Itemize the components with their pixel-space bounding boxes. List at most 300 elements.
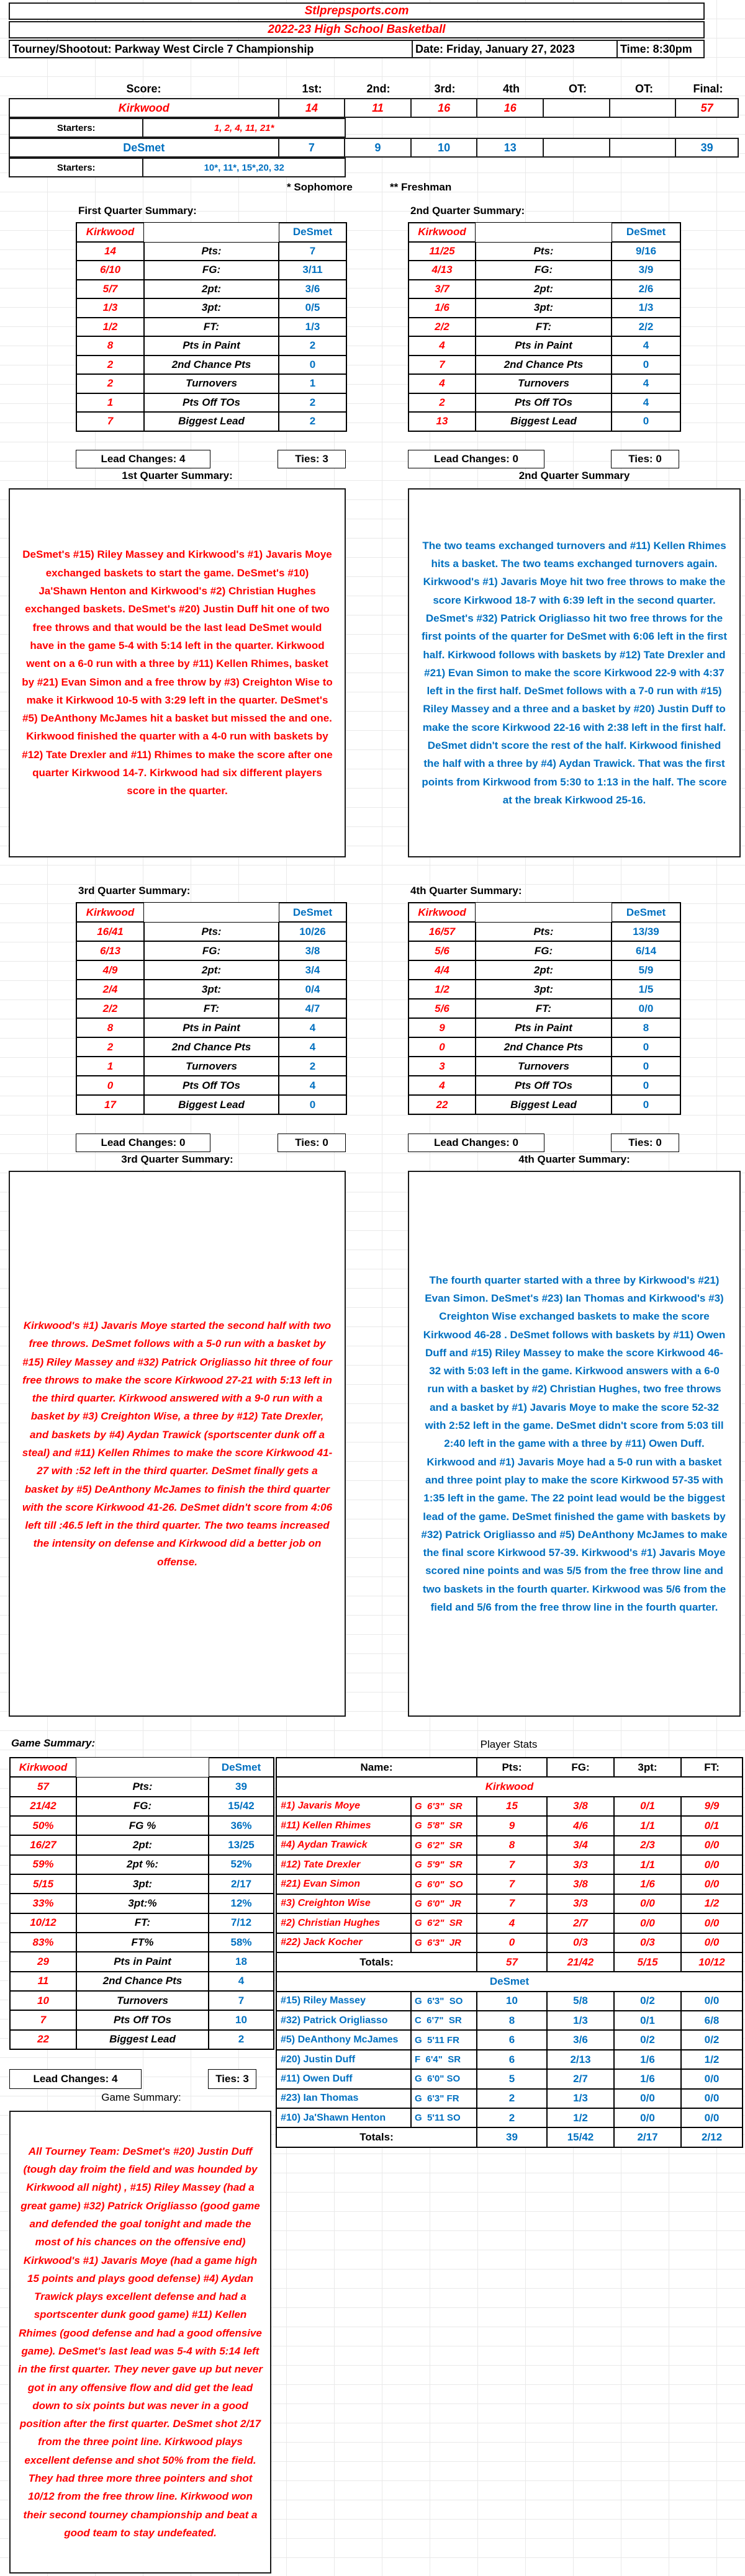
q1-stat-label: 3pt: bbox=[144, 298, 279, 318]
player-position: G 5'9" SR bbox=[411, 1855, 477, 1874]
ps-header-fg: FG: bbox=[547, 1758, 614, 1777]
kirkwood-totals-3pt: 5/15 bbox=[614, 1952, 681, 1972]
player-ft: 0/0 bbox=[681, 2108, 743, 2127]
tourney-cell: Tourney/Shootout: Parkway West Circle 7 Championship bbox=[9, 40, 413, 58]
q4-kirkwood-value: 5/6 bbox=[409, 941, 476, 960]
player-position: G 6'3" SO bbox=[411, 1992, 477, 2011]
q2-desmet-value: 4 bbox=[612, 393, 680, 413]
q3-kirkwood-value: 17 bbox=[76, 1095, 144, 1114]
q1-summary-title: 1st Quarter Summary: bbox=[122, 470, 233, 481]
q4-lead-changes: Lead Changes: 0 bbox=[408, 1134, 544, 1152]
player-pts: 6 bbox=[477, 2030, 547, 2049]
player-position: G 6'2" SR bbox=[411, 1836, 477, 1855]
game-desmet-value: 7/12 bbox=[209, 1913, 274, 1933]
q2-stat-label: Turnovers bbox=[476, 374, 612, 393]
player-position: G 5'11 FR bbox=[411, 2030, 477, 2049]
kirkwood-q2: 11 bbox=[345, 99, 412, 117]
player-name: #3) Creighton Wise bbox=[276, 1894, 411, 1913]
player-name: #23) Ian Thomas bbox=[276, 2089, 411, 2108]
q1-kirkwood-value: 1/3 bbox=[76, 298, 144, 318]
q4-stat-label: FG: bbox=[476, 941, 612, 960]
score-q1-label: 1st: bbox=[302, 82, 322, 95]
player-name: #11) Kellen Rhimes bbox=[276, 1816, 411, 1835]
player-position: G 6'0" JR bbox=[411, 1894, 477, 1913]
kirkwood-q1: 14 bbox=[279, 99, 346, 117]
q3-kirkwood-value: 6/13 bbox=[76, 941, 144, 960]
kirkwood-ot1 bbox=[544, 99, 610, 117]
player-pts: 7 bbox=[477, 1855, 547, 1874]
q1-desmet-value: 2 bbox=[279, 412, 346, 431]
desmet-totals-fg: 15/42 bbox=[547, 2127, 614, 2147]
q4-desmet-value: 0 bbox=[612, 1057, 680, 1076]
q3-stat-label: 2nd Chance Pts bbox=[144, 1037, 279, 1057]
q4-summary-text: The fourth quarter started with a three by Kirkwood's #21) Evan Simon. DeSmet's #23) Ian Thomas and Kirkwood's #3) Creighton Wise exchanged baskets to make the score Kirkwood 46-28 . DeSmet follows with baskets by #11) Owen Duff and #15) Riley Massey to make the score Kirkwood 46-32 with 5:03 left in the game. Kirkwood answers with a 6-0 run with a basket by #2) Christian Hughes, two free throws and a basket by #1) Javaris Moye to make the score 52-32 with 2:52 left in the game. DeSmet didn't score from 5:03 till 2:40 left in the game with a three by #11) Owen Duff. Kirkwood and #1) Javaris Moye had a 5-0 run with a basket and three point play to make the score Kirkwood 57-35 with 1:35 left in the game. The 22 point lead would be the biggest lead of the game. DeSmet finished the game with baskets by #32) Patrick Origliasso and #5) DeAnthony McJames to make the final score Kirkwood 57-39. Kirkwood's #1) Javaris Moye scored nine points and was 5/5 from the free throw line and two baskets in the fourth quarter. Kirkwood was 5/6 from the field and 5/6 from the free throw line in the fourth quarter. bbox=[408, 1171, 741, 1717]
q3-desmet-value: 3/4 bbox=[279, 960, 346, 980]
game-summary-caption: Game Summary: bbox=[101, 2091, 181, 2103]
q2-desmet-value: 0 bbox=[612, 412, 680, 431]
player-3pt: 1/1 bbox=[614, 1816, 681, 1835]
q3-kirkwood-value: 4/9 bbox=[76, 960, 144, 980]
player-3pt: 0/0 bbox=[614, 1894, 681, 1913]
player-name: #20) Justin Duff bbox=[276, 2050, 411, 2069]
q3-header-gap bbox=[144, 903, 279, 922]
kirkwood-starters-label: Starters: bbox=[10, 119, 143, 136]
desmet-ot1 bbox=[544, 139, 610, 156]
desmet-starters-value: 10*, 11*, 15*,20, 32 bbox=[204, 162, 284, 173]
q2-desmet-value: 2/6 bbox=[612, 280, 680, 299]
player-ft: 0/0 bbox=[681, 1933, 743, 1952]
q2-ties: Ties: 0 bbox=[611, 450, 679, 468]
q4-kirkwood-value: 0 bbox=[409, 1037, 476, 1057]
q2-stat-label: Pts: bbox=[476, 242, 612, 261]
q1-stat-label: 2pt: bbox=[144, 280, 279, 299]
q4-stat-label: Pts: bbox=[476, 922, 612, 941]
game-stat-label: FT: bbox=[76, 1913, 209, 1933]
kirkwood-totals-label: Totals: bbox=[276, 1952, 477, 1972]
q1-kirkwood-value: 6/10 bbox=[76, 261, 144, 280]
player-position: G 6'0" SO bbox=[411, 1874, 477, 1894]
q3-kirkwood-value: 2/2 bbox=[76, 999, 144, 1018]
kirkwood-starters-value: 1, 2, 4, 11, 21* bbox=[214, 122, 274, 133]
q1-kirkwood-value: 7 bbox=[76, 412, 144, 431]
q3-stat-label: FG: bbox=[144, 941, 279, 960]
q1-kirkwood-value: 1 bbox=[76, 393, 144, 413]
q4-kirkwood-value: 3 bbox=[409, 1057, 476, 1076]
q2-kirkwood-value: 7 bbox=[409, 356, 476, 375]
player-3pt: 0/2 bbox=[614, 2030, 681, 2049]
player-ft: 6/8 bbox=[681, 2011, 743, 2030]
game-kirkwood-value: 33% bbox=[10, 1894, 76, 1913]
q4-desmet-value: 0/0 bbox=[612, 999, 680, 1018]
q2-kirkwood-value: 13 bbox=[409, 412, 476, 431]
game-lead-changes: Lead Changes: 4 bbox=[9, 2069, 142, 2089]
game-desmet-value: 2/17 bbox=[209, 1874, 274, 1894]
q2-kirkwood-value: 4/13 bbox=[409, 261, 476, 280]
q4-stat-label: Biggest Lead bbox=[476, 1095, 612, 1114]
q4-desmet-header: DeSmet bbox=[612, 903, 680, 922]
q3-stat-label: Biggest Lead bbox=[144, 1095, 279, 1114]
q1-stat-label: Pts Off TOs bbox=[144, 393, 279, 413]
score-ot1-label: OT: bbox=[569, 82, 587, 95]
player-pts: 4 bbox=[477, 1913, 547, 1933]
q4-stat-label: 3pt: bbox=[476, 980, 612, 999]
legend-freshman: ** Freshman bbox=[390, 181, 452, 193]
q2-desmet-value: 4 bbox=[612, 336, 680, 356]
player-fg: 4/6 bbox=[547, 1816, 614, 1835]
desmet-starters-label: Starters: bbox=[10, 159, 143, 176]
game-desmet-value: 2 bbox=[209, 2030, 274, 2049]
q3-summary-title: 3rd Quarter Summary: bbox=[121, 1153, 233, 1165]
q4-desmet-value: 0 bbox=[612, 1076, 680, 1095]
player-name: #2) Christian Hughes bbox=[276, 1913, 411, 1933]
game-stat-label: FG: bbox=[76, 1797, 209, 1816]
player-name: #12) Tate Drexler bbox=[276, 1855, 411, 1874]
desmet-q1: 7 bbox=[279, 139, 346, 156]
q4-desmet-value: 8 bbox=[612, 1018, 680, 1037]
game-kirkwood-value: 5/15 bbox=[10, 1874, 76, 1894]
player-fg: 2/7 bbox=[547, 1913, 614, 1933]
kirkwood-score-row bbox=[9, 98, 739, 118]
q1-kirkwood-value: 8 bbox=[76, 336, 144, 356]
ps-header-pts: Pts: bbox=[477, 1758, 547, 1777]
q1-desmet-value: 2 bbox=[279, 393, 346, 413]
player-3pt: 0/2 bbox=[614, 1992, 681, 2011]
player-name: #5) DeAnthony McJames bbox=[276, 2030, 411, 2049]
game-kirkwood-value: 10 bbox=[10, 1991, 76, 2010]
date-cell: Date: Friday, January 27, 2023 bbox=[412, 40, 618, 58]
q1-desmet-value: 1 bbox=[279, 374, 346, 393]
q4-summary-title: 4th Quarter Summary: bbox=[518, 1153, 630, 1165]
game-stat-label: 2pt: bbox=[76, 1835, 209, 1854]
q1-desmet-value: 3/11 bbox=[279, 261, 346, 280]
kirkwood-totals-pts: 57 bbox=[477, 1952, 547, 1972]
player-3pt: 2/3 bbox=[614, 1836, 681, 1855]
game-desmet-value: 39 bbox=[209, 1777, 274, 1796]
player-pts: 8 bbox=[477, 2011, 547, 2030]
q2-desmet-value: 3/9 bbox=[612, 261, 680, 280]
season-banner: 2022-23 High School Basketball bbox=[9, 21, 705, 38]
player-pts: 10 bbox=[477, 1992, 547, 2011]
player-position: G 6'2" SR bbox=[411, 1913, 477, 1933]
player-3pt: 0/1 bbox=[614, 2011, 681, 2030]
player-ft: 0/0 bbox=[681, 1913, 743, 1933]
q4-kirkwood-value: 9 bbox=[409, 1018, 476, 1037]
q3-stat-label: FT: bbox=[144, 999, 279, 1018]
game-ties: Ties: 3 bbox=[208, 2069, 256, 2089]
score-label: Score: bbox=[126, 82, 161, 95]
player-fg: 3/6 bbox=[547, 2030, 614, 2049]
q1-desmet-value: 1/3 bbox=[279, 318, 346, 337]
player-position: G 6'0" SO bbox=[411, 2069, 477, 2088]
q1-stat-label: Biggest Lead bbox=[144, 412, 279, 431]
desmet-q3: 10 bbox=[412, 139, 478, 156]
player-position: G 5'11 SO bbox=[411, 2108, 477, 2127]
q4-stat-label: 2pt: bbox=[476, 960, 612, 980]
q4-kirkwood-value: 4/4 bbox=[409, 960, 476, 980]
game-desmet-value: 13/25 bbox=[209, 1835, 274, 1854]
player-ft: 0/0 bbox=[681, 1836, 743, 1855]
ps-header-ft: FT: bbox=[681, 1758, 743, 1777]
q4-kirkwood-value: 4 bbox=[409, 1076, 476, 1095]
kirkwood-q4: 16 bbox=[477, 99, 544, 117]
q2-summary-title: 2nd Quarter Summary bbox=[518, 470, 630, 481]
q1-stat-label: Pts: bbox=[144, 242, 279, 261]
player-pts: 2 bbox=[477, 2089, 547, 2108]
game-stat-label: 2pt %: bbox=[76, 1855, 209, 1874]
q4-kirkwood-value: 5/6 bbox=[409, 999, 476, 1018]
q3-kirkwood-value: 0 bbox=[76, 1076, 144, 1095]
q1-stat-label: FG: bbox=[144, 261, 279, 280]
game-desmet-value: 15/42 bbox=[209, 1797, 274, 1816]
q2-kirkwood-value: 1/6 bbox=[409, 298, 476, 318]
q2-desmet-value: 1/3 bbox=[612, 298, 680, 318]
q1-header-gap bbox=[144, 223, 279, 242]
desmet-team-row: DeSmet bbox=[276, 1972, 743, 1991]
q1-kirkwood-value: 14 bbox=[76, 242, 144, 261]
score-q4-label: 4th bbox=[503, 82, 520, 95]
player-ft: 0/0 bbox=[681, 1874, 743, 1894]
game-stat-label: Pts in Paint bbox=[76, 1952, 209, 1971]
player-ft: 0/1 bbox=[681, 1816, 743, 1835]
game-desmet-value: 52% bbox=[209, 1855, 274, 1874]
q3-stat-label: Pts: bbox=[144, 922, 279, 941]
q3-desmet-value: 10/26 bbox=[279, 922, 346, 941]
q2-desmet-value: 2/2 bbox=[612, 318, 680, 337]
player-3pt: 0/0 bbox=[614, 2089, 681, 2108]
kirkwood-totals-fg: 21/42 bbox=[547, 1952, 614, 1972]
q3-summary-text: Kirkwood's #1) Javaris Moye started the second half with two free throws. DeSmet follows with a 5-0 run with a basket by #15) Riley Massey and #32) Patrick Origliasso hit three of four free throws to make the score Kirkwood 27-21 with 5:13 left in the third quarter. Kirkwood answered with a 9-0 run with a basket by #3) Creighton Wise, a three by #12) Tate Drexler, and baskets by #4) Aydan Trawick (sportscenter dunk off a steal) and #11) Kellen Rhimes to make the score Kirkwood 41-27 with :52 left in the third quarter. DeSmet finally gets a basket by #5) DeAnthony McJames to finish the third quarter with the score Kirkwood 41-26. DeSmet didn't score from 4:06 left till :46.5 left in the third quarter. The two teams increased the intensity on defense and Kirkwood did a better job on offense. bbox=[9, 1171, 346, 1717]
player-stats-table bbox=[276, 1757, 743, 2148]
q4-desmet-value: 13/39 bbox=[612, 922, 680, 941]
q4-ties: Ties: 0 bbox=[611, 1134, 679, 1152]
player-position: G 6'3" JR bbox=[411, 1933, 477, 1952]
q4-desmet-value: 0 bbox=[612, 1095, 680, 1114]
q3-kirkwood-value: 8 bbox=[76, 1018, 144, 1037]
game-stat-label: Pts Off TOs bbox=[76, 2010, 209, 2029]
player-pts: 9 bbox=[477, 1816, 547, 1835]
q1-kirkwood-value: 5/7 bbox=[76, 280, 144, 299]
q3-kirkwood-header: Kirkwood bbox=[76, 903, 144, 922]
q3-stat-label: Turnovers bbox=[144, 1057, 279, 1076]
q1-table-title: First Quarter Summary: bbox=[78, 205, 197, 217]
q4-kirkwood-value: 1/2 bbox=[409, 980, 476, 999]
player-fg: 5/8 bbox=[547, 1992, 614, 2011]
desmet-starters-row bbox=[9, 158, 346, 177]
desmet-final: 39 bbox=[700, 141, 713, 154]
game-stat-label: 2nd Chance Pts bbox=[76, 1972, 209, 1991]
player-position: G 5'8" SR bbox=[411, 1816, 477, 1835]
player-name: #11) Owen Duff bbox=[276, 2069, 411, 2088]
player-pts: 8 bbox=[477, 1836, 547, 1855]
game-stat-label: Pts: bbox=[76, 1777, 209, 1796]
game-kirkwood-value: 7 bbox=[10, 2010, 76, 2029]
player-name: #4) Aydan Trawick bbox=[276, 1836, 411, 1855]
player-pts: 2 bbox=[477, 2108, 547, 2127]
player-name: #22) Jack Kocher bbox=[276, 1933, 411, 1952]
player-position: C 6'7" SR bbox=[411, 2011, 477, 2030]
player-ft: 0/0 bbox=[681, 1855, 743, 1874]
game-kirkwood-value: 16/27 bbox=[10, 1835, 76, 1854]
player-fg: 1/2 bbox=[547, 2108, 614, 2127]
q1-desmet-value: 0 bbox=[279, 356, 346, 375]
desmet-totals-ft: 2/12 bbox=[681, 2127, 743, 2147]
player-ft: 0/0 bbox=[681, 1992, 743, 2011]
q2-stat-label: FG: bbox=[476, 261, 612, 280]
game-kirkwood-value: 83% bbox=[10, 1933, 76, 1952]
player-fg: 1/3 bbox=[547, 2011, 614, 2030]
q1-desmet-value: 7 bbox=[279, 242, 346, 261]
player-fg: 2/13 bbox=[547, 2050, 614, 2069]
game-desmet-header: DeSmet bbox=[209, 1758, 274, 1777]
game-header-gap bbox=[76, 1758, 209, 1777]
q2-stat-label: FT: bbox=[476, 318, 612, 337]
kirkwood-team-name: Kirkwood bbox=[10, 99, 279, 117]
kirkwood-q3: 16 bbox=[412, 99, 478, 117]
q4-table bbox=[408, 902, 681, 1115]
game-summary-table bbox=[9, 1757, 274, 2050]
ps-header-name: Name: bbox=[276, 1758, 477, 1777]
q2-kirkwood-value: 2/2 bbox=[409, 318, 476, 337]
q1-kirkwood-value: 1/2 bbox=[76, 318, 144, 337]
player-3pt: 0/0 bbox=[614, 1913, 681, 1933]
player-pts: 0 bbox=[477, 1933, 547, 1952]
kirkwood-totals-ft: 10/12 bbox=[681, 1952, 743, 1972]
game-stat-label: Biggest Lead bbox=[76, 2030, 209, 2049]
game-stat-label: 3pt:% bbox=[76, 1894, 209, 1913]
game-stat-label: Turnovers bbox=[76, 1991, 209, 2010]
q2-stat-label: Pts Off TOs bbox=[476, 393, 612, 413]
q2-desmet-value: 4 bbox=[612, 374, 680, 393]
game-kirkwood-value: 50% bbox=[10, 1816, 76, 1835]
player-ft: 0/2 bbox=[681, 2030, 743, 2049]
game-kirkwood-header: Kirkwood bbox=[10, 1758, 76, 1777]
player-name: #32) Patrick Origliasso bbox=[276, 2011, 411, 2030]
q2-stat-label: 2pt: bbox=[476, 280, 612, 299]
q4-stat-label: Pts in Paint bbox=[476, 1018, 612, 1037]
desmet-totals-label: Totals: bbox=[276, 2127, 477, 2147]
player-3pt: 0/0 bbox=[614, 2108, 681, 2127]
kirkwood-starters-row bbox=[9, 118, 346, 138]
q2-kirkwood-value: 4 bbox=[409, 374, 476, 393]
player-3pt: 1/1 bbox=[614, 1855, 681, 1874]
q4-stat-label: FT: bbox=[476, 999, 612, 1018]
score-q2-label: 2nd: bbox=[366, 82, 391, 95]
player-name: #15) Riley Massey bbox=[276, 1992, 411, 2011]
q2-stat-label: Biggest Lead bbox=[476, 412, 612, 431]
q3-stat-label: Pts in Paint bbox=[144, 1018, 279, 1037]
player-3pt: 1/6 bbox=[614, 2050, 681, 2069]
q2-stat-label: 3pt: bbox=[476, 298, 612, 318]
q2-lead-changes: Lead Changes: 0 bbox=[408, 450, 544, 468]
q2-kirkwood-value: 3/7 bbox=[409, 280, 476, 299]
q3-table bbox=[76, 902, 347, 1115]
game-desmet-value: 58% bbox=[209, 1933, 274, 1952]
desmet-q2: 9 bbox=[345, 139, 412, 156]
player-3pt: 0/3 bbox=[614, 1933, 681, 1952]
player-position: F 6'4" SR bbox=[411, 2050, 477, 2069]
desmet-totals-3pt: 2/17 bbox=[614, 2127, 681, 2147]
player-name: #21) Evan Simon bbox=[276, 1874, 411, 1894]
game-stat-label: FG % bbox=[76, 1816, 209, 1835]
game-desmet-value: 10 bbox=[209, 2010, 274, 2029]
time-cell: Time: 8:30pm bbox=[616, 40, 705, 58]
legend-sophomore: * Sophomore bbox=[287, 181, 353, 193]
q2-summary-text: The two teams exchanged turnovers and #11) Kellen Rhimes hits a basket. The two teams exchanged turnovers again. Kirkwood's #1) Javaris Moye hit two free throws to make the score Kirkwood 18-7 with 6:39 left in the second quarter. DeSmet's #32) Patrick Origliasso hit two free throws for the first points of the quarter for DeSmet with 6:06 left in the first half. Kirkwood follows with baskets by #12) Tate Drexler and #21) Evan Simon to make the score Kirkwood 22-9 with 4:37 left in the first half. DeSmet follows with a 7-0 run with #15) Riley Massey and a three and a basket by #20) Justin Duff to make the score Kirkwood 22-16 with 2:38 left in the first half. DeSmet didn't score the rest of the half. Kirkwood finished the half with a three by #4) Aydan Trawick. That was the first points from Kirkwood from 5:30 to 1:13 in the half. The score at the break Kirkwood 25-16. bbox=[408, 488, 741, 857]
game-kirkwood-value: 10/12 bbox=[10, 1913, 76, 1933]
player-fg: 0/3 bbox=[547, 1933, 614, 1952]
q4-table-title: 4th Quarter Summary: bbox=[410, 885, 522, 897]
q4-desmet-value: 0 bbox=[612, 1037, 680, 1057]
q3-desmet-value: 4 bbox=[279, 1037, 346, 1057]
player-name: #1) Javaris Moye bbox=[276, 1797, 411, 1816]
game-desmet-value: 36% bbox=[209, 1816, 274, 1835]
q4-desmet-value: 1/5 bbox=[612, 980, 680, 999]
score-q3-label: 3rd: bbox=[434, 82, 456, 95]
game-desmet-value: 18 bbox=[209, 1952, 274, 1971]
game-desmet-value: 4 bbox=[209, 1972, 274, 1991]
q4-stat-label: 2nd Chance Pts bbox=[476, 1037, 612, 1057]
q1-kirkwood-value: 2 bbox=[76, 356, 144, 375]
q3-desmet-value: 0/4 bbox=[279, 980, 346, 999]
player-pts: 7 bbox=[477, 1874, 547, 1894]
player-position: G 6'3" FR bbox=[411, 2089, 477, 2108]
game-kirkwood-value: 57 bbox=[10, 1777, 76, 1796]
q2-kirkwood-value: 4 bbox=[409, 336, 476, 356]
q1-kirkwood-value: 2 bbox=[76, 374, 144, 393]
player-pts: 7 bbox=[477, 1894, 547, 1913]
game-desmet-value: 12% bbox=[209, 1894, 274, 1913]
player-position: G 6'3" SR bbox=[411, 1797, 477, 1816]
ps-header-3pt: 3pt: bbox=[614, 1758, 681, 1777]
player-pts: 6 bbox=[477, 2050, 547, 2069]
site-banner: Stlprepsports.com bbox=[9, 2, 705, 20]
q2-desmet-value: 0 bbox=[612, 356, 680, 375]
game-desmet-value: 7 bbox=[209, 1991, 274, 2010]
player-ft: 1/2 bbox=[681, 2050, 743, 2069]
q1-stat-label: 2nd Chance Pts bbox=[144, 356, 279, 375]
q3-stat-label: 2pt: bbox=[144, 960, 279, 980]
q2-kirkwood-value: 2 bbox=[409, 393, 476, 413]
game-summary-table-title: Game Summary: bbox=[11, 1737, 96, 1749]
player-ft: 0/0 bbox=[681, 2089, 743, 2108]
player-name: #10) Ja'Shawn Henton bbox=[276, 2108, 411, 2127]
q1-desmet-header: DeSmet bbox=[279, 223, 346, 242]
game-kirkwood-value: 11 bbox=[10, 1972, 76, 1991]
q2-kirkwood-value: 11/25 bbox=[409, 242, 476, 261]
q3-lead-changes: Lead Changes: 0 bbox=[76, 1134, 210, 1152]
kirkwood-final: 57 bbox=[700, 101, 713, 114]
q3-desmet-value: 4 bbox=[279, 1018, 346, 1037]
q2-stat-label: 2nd Chance Pts bbox=[476, 356, 612, 375]
q3-kirkwood-value: 2 bbox=[76, 1037, 144, 1057]
game-stat-label: 3pt: bbox=[76, 1874, 209, 1894]
q4-desmet-value: 5/9 bbox=[612, 960, 680, 980]
q4-stat-label: Turnovers bbox=[476, 1057, 612, 1076]
score-ot2-label: OT: bbox=[635, 82, 653, 95]
q3-desmet-value: 4/7 bbox=[279, 999, 346, 1018]
q4-kirkwood-value: 22 bbox=[409, 1095, 476, 1114]
desmet-q4: 13 bbox=[477, 139, 544, 156]
desmet-ot2 bbox=[610, 139, 677, 156]
player-fg: 3/3 bbox=[547, 1855, 614, 1874]
q4-stat-label: Pts Off TOs bbox=[476, 1076, 612, 1095]
q1-kirkwood-header: Kirkwood bbox=[76, 223, 144, 242]
game-stat-label: FT% bbox=[76, 1933, 209, 1952]
player-3pt: 1/6 bbox=[614, 1874, 681, 1894]
player-stats-title: Player Stats bbox=[480, 1738, 538, 1750]
q3-ties: Ties: 0 bbox=[278, 1134, 346, 1152]
game-kirkwood-value: 59% bbox=[10, 1855, 76, 1874]
